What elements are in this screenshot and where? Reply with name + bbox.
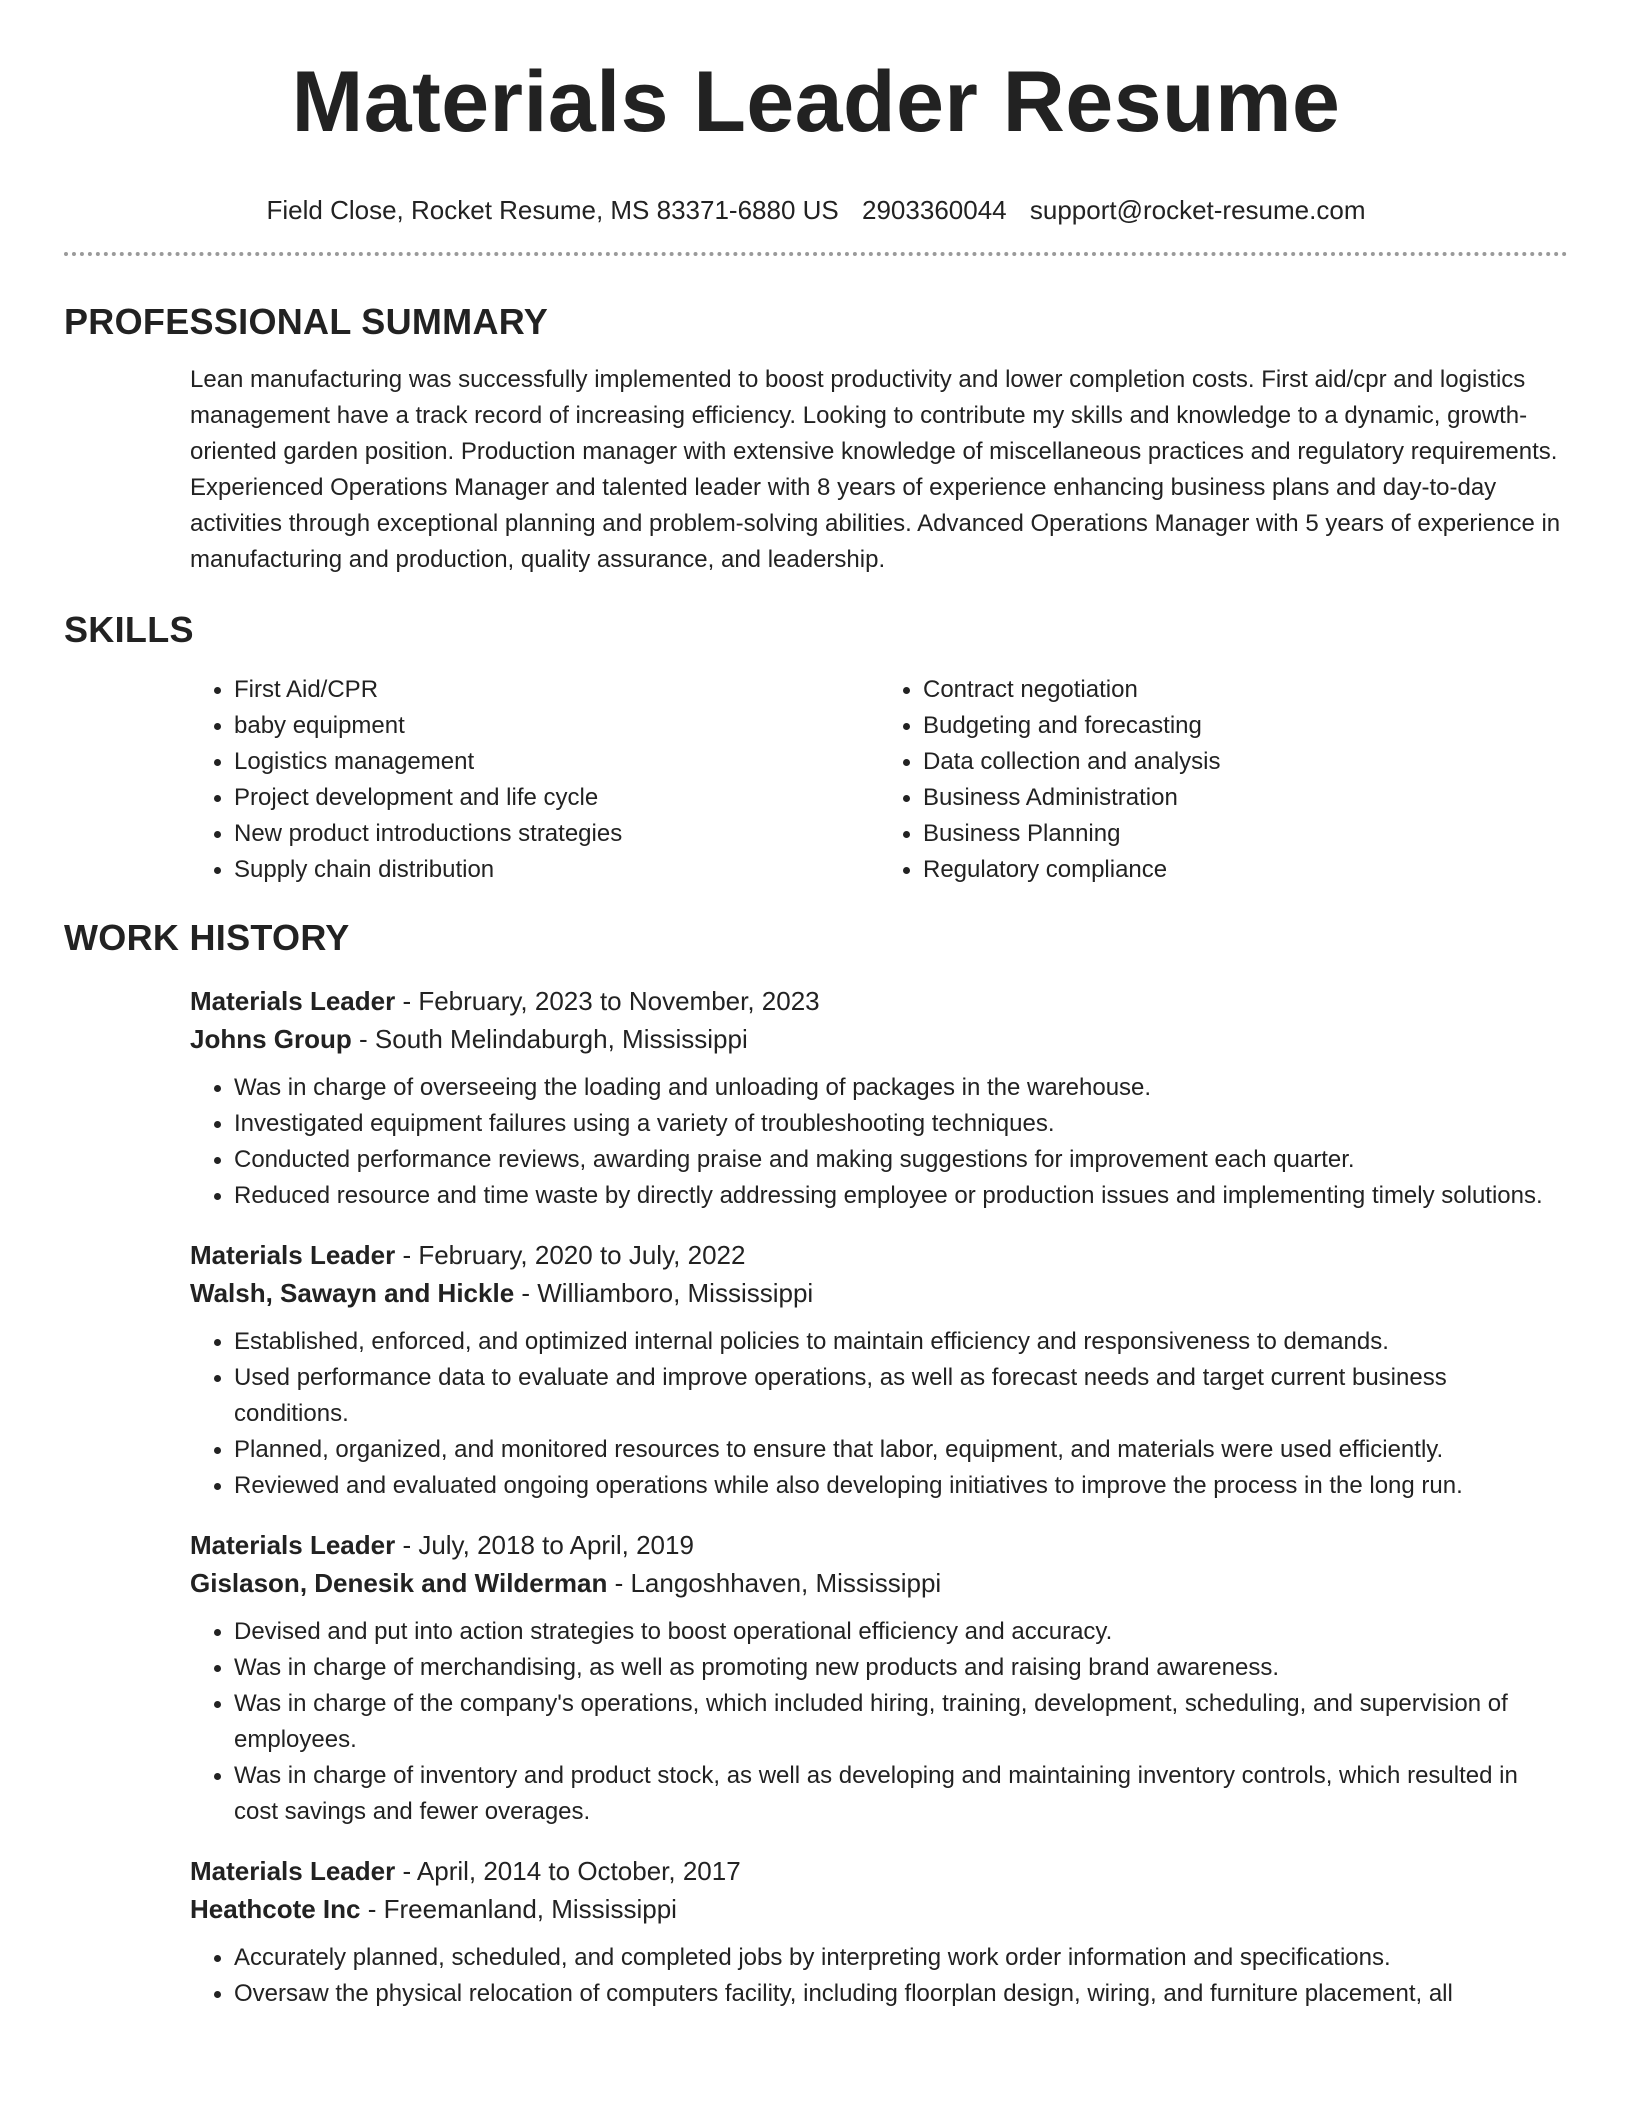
job-bullet-list xyxy=(190,1324,1568,1504)
job-location: - Freemanland, Mississippi xyxy=(360,1894,677,1924)
job-title-line xyxy=(190,1236,1568,1274)
job-title: Materials Leader xyxy=(190,986,396,1016)
job-bullet: • Used performance data to evaluate and improve operations, as well as forecast needs and target current business conditions. xyxy=(234,1360,1568,1432)
job-location: - South Melindaburgh, Mississippi xyxy=(351,1024,748,1054)
skill-item: • New product introductions strategies xyxy=(234,816,879,852)
job-dates: - February, 2023 to November, 2023 xyxy=(395,986,820,1016)
job-bullet: • Was in charge of the company's operations, which included hiring, training, development, scheduling, and supervision of employees. xyxy=(234,1686,1568,1758)
job-title: Materials Leader xyxy=(190,1530,396,1560)
skill-item: • Business Administration xyxy=(923,780,1568,816)
skill-item: • Data collection and analysis xyxy=(923,744,1568,780)
contact-phone: 2903360044 xyxy=(862,195,1007,225)
job-bullet: • Was in charge of overseeing the loading and unloading of packages in the warehouse. xyxy=(234,1070,1568,1106)
job-bullet: • Accurately planned, scheduled, and completed jobs by interpreting work order information and specifications. xyxy=(234,1940,1568,1976)
job-company: Johns Group xyxy=(190,1024,352,1054)
job-bullet: • Oversaw the physical relocation of computers facility, including floorplan design, wiring, and furniture placement, all xyxy=(234,1976,1568,2012)
skill-item: • Logistics management xyxy=(234,744,879,780)
work-history-heading: WORK HISTORY xyxy=(64,917,350,958)
contact-info xyxy=(64,194,1568,226)
job-bullet: • Conducted performance reviews, awarding praise and making suggestions for improvement each quarter. xyxy=(234,1142,1568,1178)
skills-list-right xyxy=(879,672,1568,888)
job-bullet: • Planned, organized, and monitored resources to ensure that labor, equipment, and materials were used efficiently. xyxy=(234,1432,1568,1468)
skill-item: • Project development and life cycle xyxy=(234,780,879,816)
contact-address: Field Close, Rocket Resume, MS 83371-6880 US xyxy=(266,195,839,225)
job-location: - Williamboro, Mississippi xyxy=(514,1278,814,1308)
job-entry xyxy=(190,982,1568,1214)
job-title: Materials Leader xyxy=(190,1240,396,1270)
job-entry xyxy=(190,1852,1568,2012)
job-company-line xyxy=(190,1564,1568,1602)
skills-list-left xyxy=(190,672,879,888)
job-bullet: • Reduced resource and time waste by directly addressing employee or production issues and implementing timely solutions. xyxy=(234,1178,1568,1214)
skill-item: • First Aid/CPR xyxy=(234,672,879,708)
job-bullet: • Reviewed and evaluated ongoing operations while also developing initiatives to improve the process in the long run. xyxy=(234,1468,1568,1504)
skill-item: • Regulatory compliance xyxy=(923,852,1568,888)
skill-item: • Business Planning xyxy=(923,816,1568,852)
skill-item: • Budgeting and forecasting xyxy=(923,708,1568,744)
job-entry xyxy=(190,1236,1568,1504)
resume-title: Materials Leader Resume xyxy=(291,54,1341,150)
summary-text: Lean manufacturing was successfully implemented to boost productivity and lower completion costs. First aid/cpr and logistics management have a track record of increasing efficiency. Looking to contribute my skills and knowledge to a dynamic, growth-oriented garden position. Production manager with extensive knowledge of miscellaneous practices and regulatory requirements. Experienced Operations Manager and talented leader with 8 years of experience enhancing business plans and day-to-day activities through exceptional planning and problem-solving abilities. Advanced Operations Manager with 5 years of experience in manufacturing and production, quality assurance, and leadership. xyxy=(190,366,1561,573)
job-location: - Langoshhaven, Mississippi xyxy=(607,1568,942,1598)
job-title-line xyxy=(190,982,1568,1020)
skill-item: • baby equipment xyxy=(234,708,879,744)
job-bullet: • Investigated equipment failures using a variety of troubleshooting techniques. xyxy=(234,1106,1568,1142)
skills-heading: SKILLS xyxy=(64,609,194,650)
job-bullet-list xyxy=(190,1070,1568,1214)
resume-page xyxy=(64,0,1568,2012)
job-bullet: • Established, enforced, and optimized internal policies to maintain efficiency and responsiveness to demands. xyxy=(234,1324,1568,1360)
header-divider xyxy=(64,252,1568,256)
job-title: Materials Leader xyxy=(190,1856,396,1886)
skill-item: • Supply chain distribution xyxy=(234,852,879,888)
skill-item: • Contract negotiation xyxy=(923,672,1568,708)
job-company: Heathcote Inc xyxy=(190,1894,361,1924)
job-company: Walsh, Sawayn and Hickle xyxy=(190,1278,515,1308)
job-company: Gislason, Denesik and Wilderman xyxy=(190,1568,608,1598)
job-title-line xyxy=(190,1526,1568,1564)
job-bullet: • Devised and put into action strategies to boost operational efficiency and accuracy. xyxy=(234,1614,1568,1650)
job-entry xyxy=(190,1526,1568,1830)
job-company-line xyxy=(190,1020,1568,1058)
job-dates: - February, 2020 to July, 2022 xyxy=(395,1240,746,1270)
skills-grid xyxy=(190,672,1568,888)
job-title-line xyxy=(190,1852,1568,1890)
job-bullet-list xyxy=(190,1940,1568,2012)
job-dates: - July, 2018 to April, 2019 xyxy=(395,1530,694,1560)
job-bullet: • Was in charge of merchandising, as well as promoting new products and raising brand awareness. xyxy=(234,1650,1568,1686)
job-company-line xyxy=(190,1274,1568,1312)
job-dates: - April, 2014 to October, 2017 xyxy=(395,1856,741,1886)
summary-heading: PROFESSIONAL SUMMARY xyxy=(64,301,549,342)
job-bullet: • Was in charge of inventory and product stock, as well as developing and maintaining inventory controls, which resulted in cost savings and fewer overages. xyxy=(234,1758,1568,1830)
contact-email: support@rocket-resume.com xyxy=(1029,195,1366,225)
job-bullet-list xyxy=(190,1614,1568,1830)
job-company-line xyxy=(190,1890,1568,1928)
